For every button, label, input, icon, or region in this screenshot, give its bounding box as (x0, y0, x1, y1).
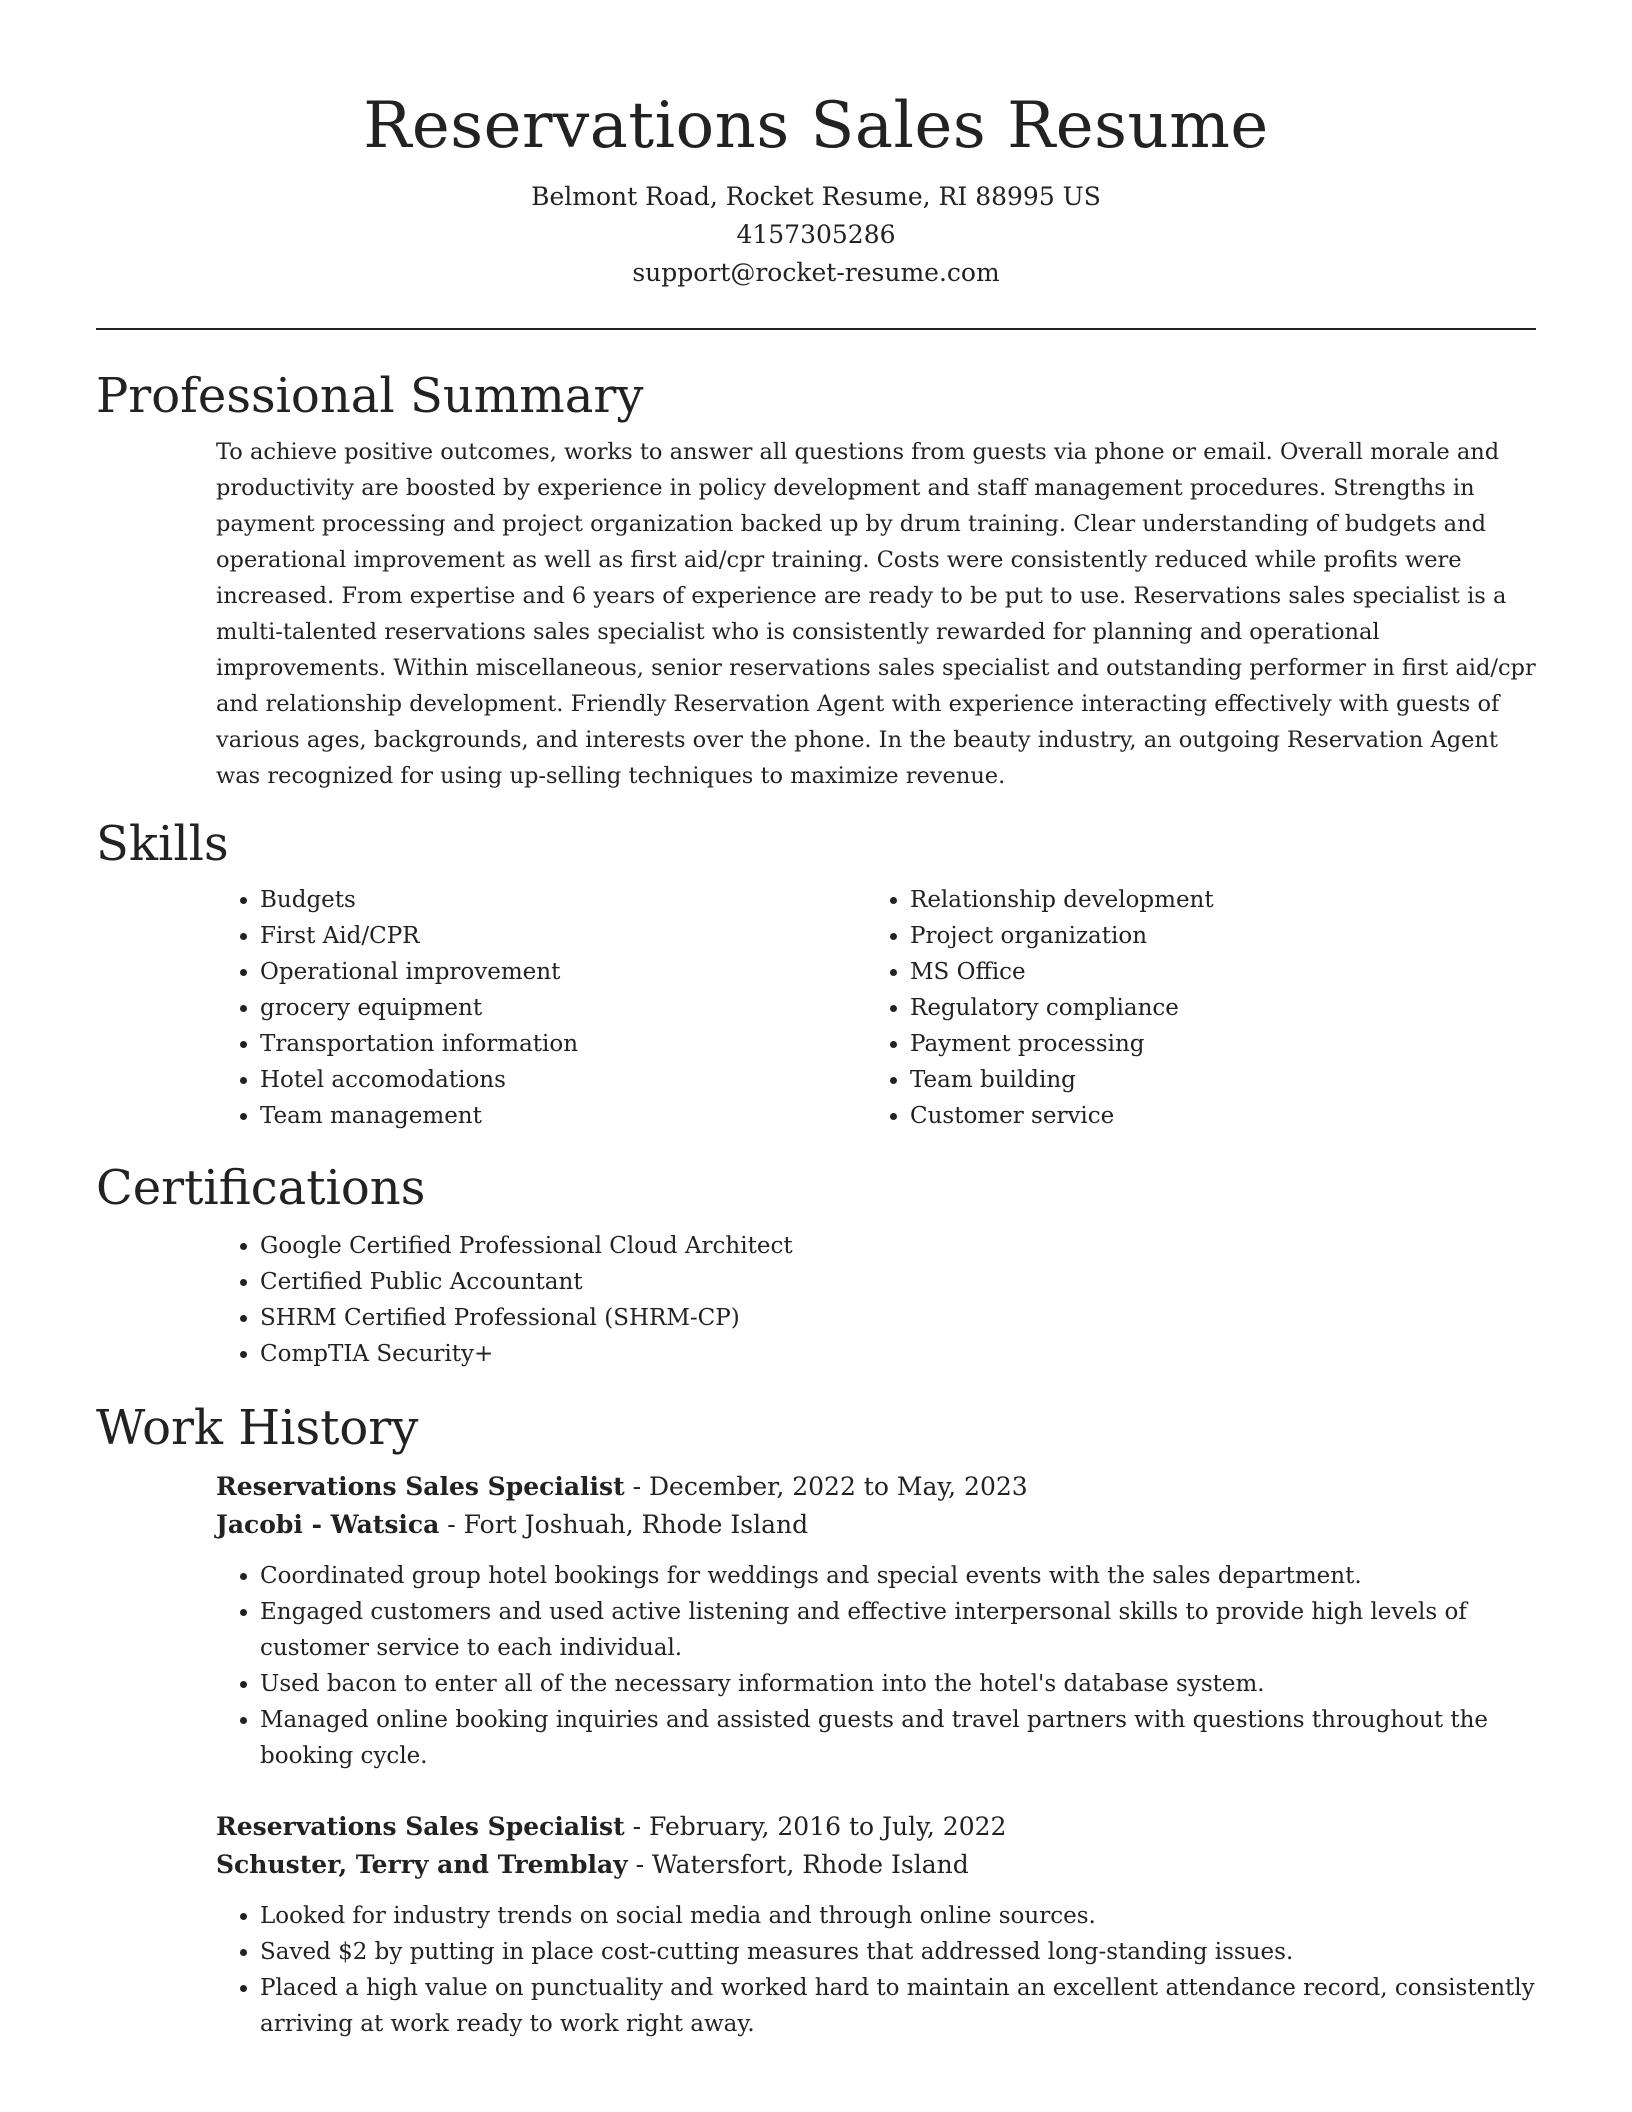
work-history-heading: Work History (96, 1400, 419, 1456)
job-duties-wrap (216, 1558, 1536, 1774)
job-entry (216, 1808, 1536, 2042)
skill-item: • Team management (260, 1098, 866, 1134)
skills-list-right (866, 882, 1516, 1134)
skill-item: • grocery equipment (260, 990, 866, 1026)
contact-phone: 4157305286 (736, 220, 896, 249)
job-title-line (216, 1468, 1536, 1506)
skills-list-left (216, 882, 866, 1134)
certification-item: • CompTIA Security+ (260, 1336, 1536, 1372)
skill-item: • Project organization (910, 918, 1516, 954)
job-dates: - February, 2016 to July, 2022 (624, 1812, 1007, 1841)
certifications-heading: Certifications (96, 1160, 426, 1216)
skill-item: • Transportation information (260, 1026, 866, 1062)
skill-item: • First Aid/CPR (260, 918, 866, 954)
resume-page (96, 0, 1536, 2042)
job-dates: - December, 2022 to May, 2023 (624, 1472, 1028, 1501)
certification-item: • Certified Public Accountant (260, 1264, 1536, 1300)
certification-item: • Google Certified Professional Cloud Architect (260, 1228, 1536, 1264)
skill-item: • Budgets (260, 882, 866, 918)
job-duty: • Placed a high value on punctuality and worked hard to maintain an excellent attendance record, consistently arriving at work ready to work right away. (260, 1970, 1536, 2042)
skill-item: • Payment processing (910, 1026, 1516, 1062)
skill-item: • Operational improvement (260, 954, 866, 990)
job-duties-list (216, 1898, 1536, 2042)
resume-title: Reservations Sales Resume (363, 89, 1269, 163)
job-duty: • Managed online booking inquiries and assisted guests and travel partners with questions throughout the booking cycle. (260, 1702, 1536, 1774)
summary-section (96, 364, 1536, 794)
job-duties-wrap (216, 1898, 1536, 2042)
contact-address: Belmont Road, Rocket Resume, RI 88995 US (531, 182, 1101, 211)
skill-item: • Regulatory compliance (910, 990, 1516, 1026)
skills-column-left (216, 882, 866, 1134)
header-divider (96, 328, 1536, 330)
job-title: Reservations Sales Specialist (216, 1472, 625, 1501)
resume-header (96, 0, 1536, 292)
skill-item: • Customer service (910, 1098, 1516, 1134)
job-duties-list (216, 1558, 1536, 1774)
skill-item: • Team building (910, 1062, 1516, 1098)
skills-section (96, 812, 1536, 1134)
job-company-line (216, 1846, 1536, 1884)
certifications-list (216, 1228, 1536, 1372)
job-location: - Watersfort, Rhode Island (627, 1850, 969, 1879)
contact-email: support@rocket-resume.com (632, 258, 1000, 287)
job-duty: • Used bacon to enter all of the necessary information into the hotel's database system. (260, 1666, 1536, 1702)
job-title-line (216, 1808, 1536, 1846)
job-entry (216, 1468, 1536, 1774)
skills-column-right (866, 882, 1516, 1134)
job-duty: • Saved $2 by putting in place cost-cutting measures that addressed long-standing issues. (260, 1934, 1536, 1970)
job-duty: • Engaged customers and used active listening and effective interpersonal skills to provide high levels of customer service to each individual. (260, 1594, 1536, 1666)
job-location: - Fort Joshuah, Rhode Island (439, 1510, 809, 1539)
job-duty: • Coordinated group hotel bookings for weddings and special events with the sales department. (260, 1558, 1536, 1594)
skills-heading: Skills (96, 816, 229, 872)
skill-item: • Relationship development (910, 882, 1516, 918)
certification-item: • SHRM Certified Professional (SHRM-CP) (260, 1300, 1536, 1336)
contact-block (96, 178, 1536, 292)
job-title: Reservations Sales Specialist (216, 1812, 625, 1841)
skill-item: • Hotel accomodations (260, 1062, 866, 1098)
work-history-section (96, 1396, 1536, 2042)
job-duty: • Looked for industry trends on social media and through online sources. (260, 1898, 1536, 1934)
certifications-section (96, 1156, 1536, 1372)
job-company-line (216, 1506, 1536, 1544)
certifications-list-wrap (216, 1228, 1536, 1372)
job-company: Schuster, Terry and Tremblay (216, 1850, 628, 1879)
summary-text: To achieve positive outcomes, works to answer all questions from guests via phone or email. Overall morale and productivity are boosted by experience in policy development and staff management procedures. Strengths in payment processing and project organization backed up by drum training. Clear understanding of budgets and operational improvement as well as first aid/cpr training. Costs were consistently reduced while profits were increased. From expertise and 6 years of experience are ready to be put to use. Reservations sales specialist is a multi-talented reservations sales specialist who is consistently rewarded for planning and operational improvements. Within miscellaneous, senior reservations sales specialist and outstanding performer in first aid/cpr and relationship development. Friendly Reservation Agent with experience interacting effectively with guests of various ages, backgrounds, and interests over the phone. In the beauty industry, an outgoing Reservation Agent was recognized for using up-selling techniques to maximize revenue. (216, 439, 1536, 789)
skills-columns (216, 882, 1536, 1134)
skill-item: • MS Office (910, 954, 1516, 990)
job-company: Jacobi - Watsica (216, 1510, 440, 1539)
summary-heading: Professional Summary (96, 368, 644, 424)
